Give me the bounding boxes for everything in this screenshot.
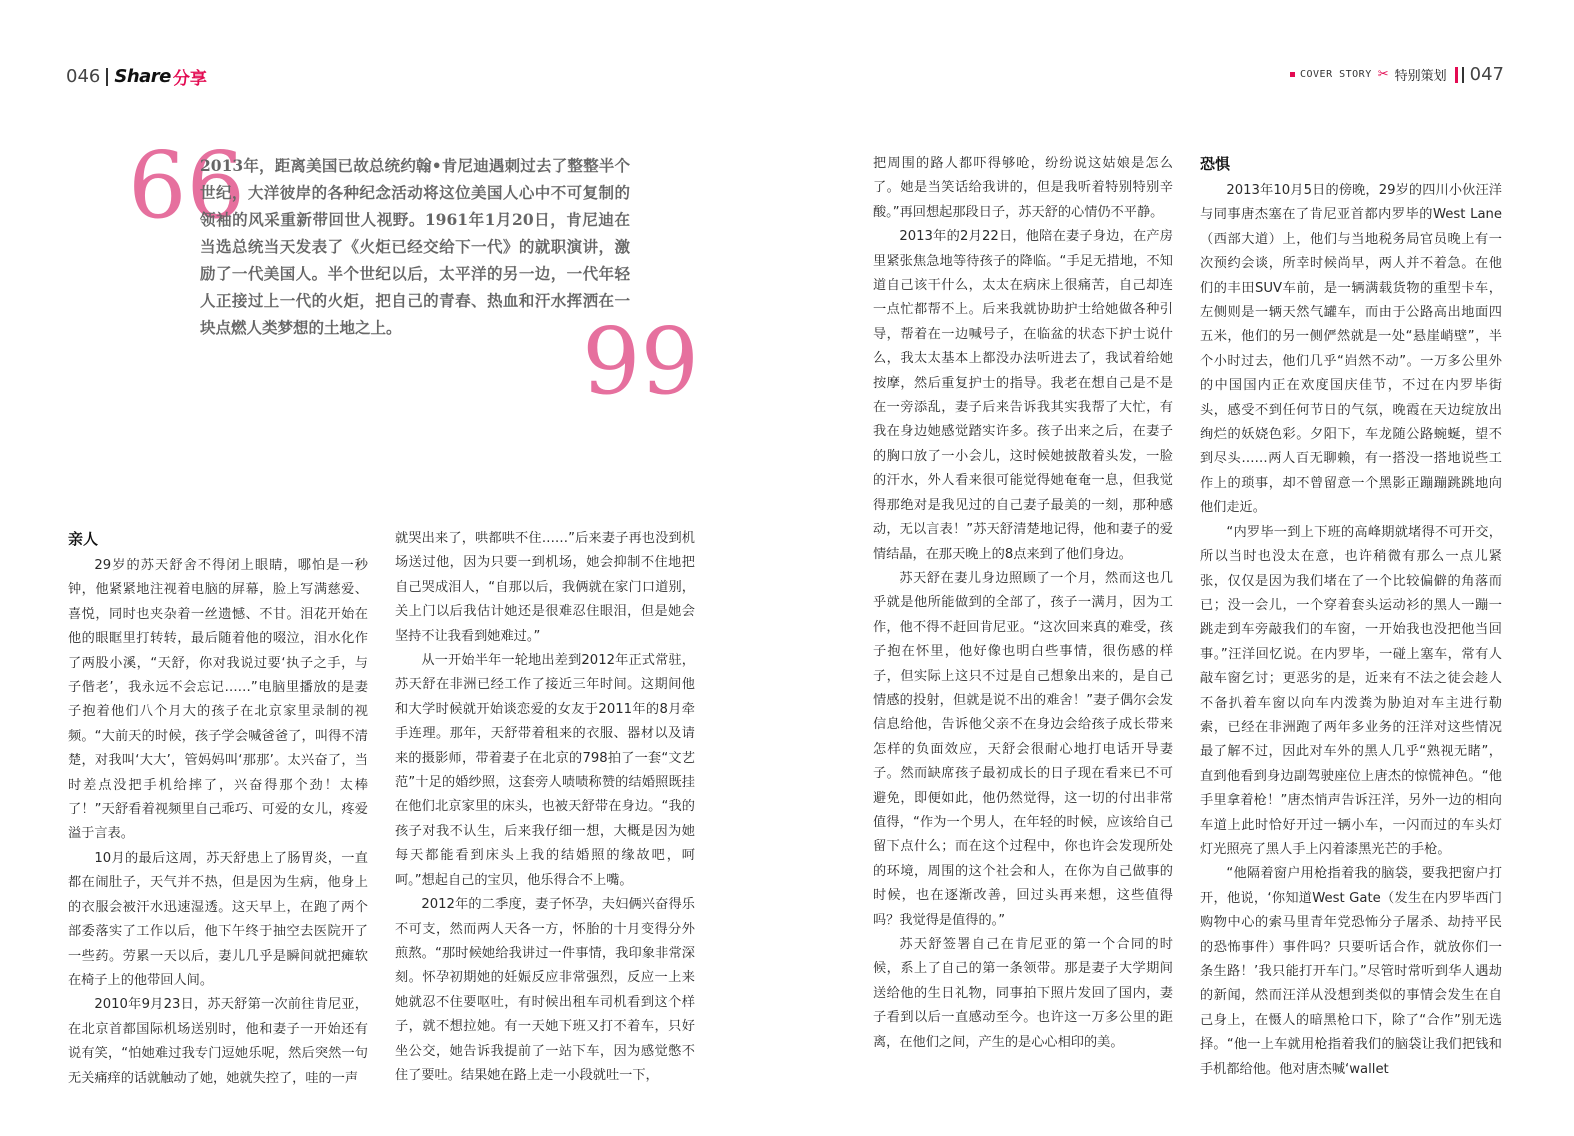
paragraph: 就哭出来了，哄都哄不住……”后来妻子再也没到机场送过他，因为只要一到机场，她会抑制不住地把自己哭成泪人，“自那以后，我俩就在家门口道别，关上门以后我估计她还是很难忍住眼泪，但是她会坚持不让我看到她难过。” <box>395 531 695 644</box>
paragraph: “内罗毕一到上下班的高峰期就堵得不可开交，所以当时也没太在意，也许稍微有那么一点儿紧张，仅仅是因为我们堵在了一个比较偏僻的角落而已；没一会儿，一个穿着套头运动衫的黑人一蹦一跳走到车旁敲我们的车窗，一开始我也没把他当回事。”汪洋回忆说。在内罗毕，一碰上塞车，常有人敲车窗乞讨；更恶劣的是，近来有不法之徒会趁人不备扒着车窗以向车内泼粪为胁迫对车主进行勒索，已经在非洲跑了两年多业务的汪洋对这些情况最了解不过，因此对车外的黑人几乎“熟视无睹”，直到他看到身边副驾驶座位上唐杰的惊慌神色。“他手里拿着枪！”唐杰悄声告诉汪洋，另外一边的相向车道上此时恰好开过一辆小车，一闪而过的车头灯灯光照亮了黑人手上闪着漆黑光芒的手枪。 <box>1200 524 1502 857</box>
lead-quote-text: 2013年，距离美国已故总统约翰•肯尼迪遇刺过去了整整半个世纪，大洋彼岸的各种纪念活动将这位美国人心中不可复制的领袖的风采重新带回世人视野。1961年1月20日，肯尼迪在当选总统当天发表了《火炬已经交给下一代》的就职演讲，激励了一代美国人。半个世纪以后，太平洋的另一边，一代年轻人正接过上一代的火炬，把自己的青春、热血和汗水挥洒在一块点燃人类梦想的土地之上。 <box>200 156 630 337</box>
accent-bar <box>1455 67 1458 83</box>
paragraph: 把周围的路人都吓得够呛，纷纷说这姑娘是怎么了。她是当笑话给我讲的，但是我听着特别特别辛酸。”再回想起那段日子，苏天舒的心情仍不平静。 <box>873 156 1173 220</box>
paragraph: 从一开始半年一轮地出差到2012年正式常驻，苏天舒在非洲已经工作了接近三年时间。这期间他和大学时候就开始谈恋爱的女友于2011年的8月牵手连理。那年，天舒带着租来的衣服、器材以及请来的摄影师，带着妻子在北京的798拍了一套“文艺范”十足的婚纱照，这套旁人啧啧称赞的结婚照既挂在他们北京家里的床头，也被天舒带在身边。“我的孩子对我不认生，后来我仔细一想，大概是因为她每天都能看到床头上我的结婚照的缘故吧，呵呵。”想起自己的宝贝，他乐得合不上嘴。 <box>395 653 695 888</box>
section-heading-family: 亲人 <box>68 530 99 548</box>
paragraph: 2010年9月23日，苏天舒第一次前往肯尼亚，在北京首都国际机场送别时，他和妻子一开始还有说有笑，“怕她难过我专门逗她乐呢，然后突然一句无关痛痒的话就触动了她，她就失控了，哇的一声 <box>68 997 368 1086</box>
brand-logo-latin: Share <box>114 66 171 87</box>
paragraph: 2013年的2月22日，他陪在妻子身边，在产房里紧张焦急地等待孩子的降临。“手足无措地，不知道自己该干什么，太太在病床上很痛苦，自己却连一点忙都帮不上。后来我就协助护士给她做各种引导，帮着在一边喊号子，在临盆的状态下护士说什么，我太太基本上都没办法听进去了，我试着给她按摩，然后重复护士的指导。我老在想自己是不是在一旁添乱，妻子后来告诉我其实我帮了大忙，有我在身边她感觉踏实许多。孩子出来之后，在妻子的胸口放了一小会儿，这时候她披散着头发，一脸的汗水，外人看来很可能觉得她奄奄一息，但我觉得那绝对是我见过的自己妻子最美的一刻，那种感动，无以言表！”苏天舒清楚地记得，他和妻子的爱情结晶，在那天晚上的8点来到了他们身边。 <box>873 229 1173 562</box>
paragraph: 29岁的苏天舒舍不得闭上眼睛，哪怕是一秒钟，他紧紧地注视着电脑的屏幕，脸上写满慈爱、喜悦，同时也夹杂着一丝遗憾、不甘。泪花开始在他的眼眶里打转转，最后随着他的啜泣，泪水化作了两股小溪，“天舒，你对我说过要‘执子之手，与子偕老’，我永远不会忘记……”电脑里播放的是妻子抱着他们八个月大的孩子在北京家里录制的视频。“大前天的时候，孩子学会喊爸爸了，叫得不清楚，对我叫‘大大’，管妈妈叫‘那那’。太兴奋了，当时差点没把手机给摔了，兴奋得那个劲！太棒了！”天舒看着视频里自己乖巧、可爱的女儿，疼爱溢于言表。 <box>68 558 368 842</box>
header-right <box>1290 64 1504 85</box>
article-column-1 <box>68 527 368 1091</box>
article-column-2 <box>395 527 695 1088</box>
paragraph: 2013年10月5日的傍晚，29岁的四川小伙汪洋与同事唐杰塞在了肯尼亚首都内罗毕的West Lane（西部大道）上，他们与当地税务局官员晚上有一次预约会谈，所幸时候尚早，两人并不着急。在他们的丰田SUV车前，是一辆满载货物的重型卡车，左侧则是一辆天然气罐车，而由于公路高出地面四五米，他们的另一侧俨然就是一处“悬崖峭壁”，半个小时过去，他们几乎“岿然不动”。一万多公里外的中国国内正在欢度国庆佳节，不过在内罗毕街头，感受不到任何节日的气氛，晚霞在天边绽放出绚烂的妖娆色彩。夕阳下，车龙随公路蜿蜒，望不到尽头……两人百无聊赖，有一搭没一搭地说些工作上的琐事，却不曾留意一个黑影正蹦蹦跳跳地向他们走近。 <box>1200 183 1502 516</box>
paragraph: 苏天舒签署自己在肯尼亚的第一个合同的时候，系上了自己的第一条领带。那是妻子大学期间送给他的生日礼物，同事拍下照片发回了国内，妻子看到以后一直感动至今。也许这一万多公里的距离，在他们之间，产生的是心心相印的美。 <box>873 937 1173 1050</box>
section-label: 特别策划 <box>1394 69 1447 84</box>
close-quote-mark: 99 <box>582 308 700 415</box>
paragraph: 2012年的二季度，妻子怀孕，夫妇俩兴奋得乐不可支，然而两人天各一方，怀胎的十月变得分外煎熬。“那时候她给我讲过一件事情，我印象非常深刻。怀孕初期她的妊娠反应非常强烈，反应一上来她就忍不住要呕吐，有时候出租车司机看到这个样子，就不想拉她。有一天她下班又打不着车，只好坐公交，她告诉我提前了一站下车，因为感觉憋不住了要吐。结果她在路上走一小段就吐一下， <box>395 897 695 1083</box>
article-column-4 <box>1200 152 1502 1082</box>
cover-dot-icon <box>1290 72 1295 77</box>
cover-story-label: COVER STORY <box>1299 69 1372 80</box>
paragraph: 苏天舒在妻儿身边照顾了一个月，然而这也几乎就是他所能做到的全部了，孩子一满月，因为工作，他不得不赶回肯尼亚。“这次回来真的难受，孩子抱在怀里，他好像也明白些事情，很伤感的样子，但实际上这只不过是自己想象出来的，是自己情感的投射，但就是说不出的难舍！”妻子偶尔会发信息给他，告诉他父亲不在身边会给孩子成长带来怎样的负面效应，天舒会很耐心地打电话开导妻子。然而缺席孩子最初成长的日子现在看来已不可避免，即便如此，他仍然觉得，这一切的付出非常值得，“作为一个男人，在年轻的时候，应该给自己留下点什么；而在这个过程中，你也许会发现所处的环境，周围的这个社会和人，在你为自己做事的时候，也在逐渐改善，回过头再来想，这些值得吗？我觉得是值得的。” <box>873 570 1173 928</box>
paragraph: 10月的最后这周，苏天舒患上了肠胃炎，一直都在闹肚子，天气并不热，但是因为生病，他身上的衣服会被汗水迅速湿透。这天早上，在跑了两个部委落实了工作以后，他下午终于抽空去医院开了一些药。劳累一天以后，妻儿几乎是瞬间就把瘫软在椅子上的他带回人间。 <box>68 850 368 988</box>
header-divider-right <box>1462 67 1464 83</box>
open-quote-mark: 66 <box>128 132 246 239</box>
header-divider <box>106 68 108 86</box>
brand-logo-cn: 分享 <box>172 69 207 89</box>
section-heading-fear: 恐惧 <box>1200 155 1231 173</box>
left-page-number: 046 <box>66 66 101 87</box>
scissors-icon: ✂ <box>1377 67 1389 82</box>
paragraph: “他隔着窗户用枪指着我的脑袋，要我把窗户打开，他说，‘你知道West Gate（发生在内罗毕西门购物中心的索马里青年党恐怖分子屠杀、劫持平民的恐怖事件）事件吗？只要听话合作，就放你们一条生路！’我只能打开车门。”尽管时常听到华人遇劫的新闻，然而汪洋从没想到类似的事情会发生在自己身上，在慑人的暗黑枪口下，除了“合作”别无选择。“他一上车就用枪指着我们的脑袋让我们把钱和手机都给他。他对唐杰喊‘wallet <box>1200 866 1502 1077</box>
article-column-3 <box>873 152 1173 1055</box>
header-left <box>66 64 207 89</box>
right-page-number: 047 <box>1469 64 1504 85</box>
